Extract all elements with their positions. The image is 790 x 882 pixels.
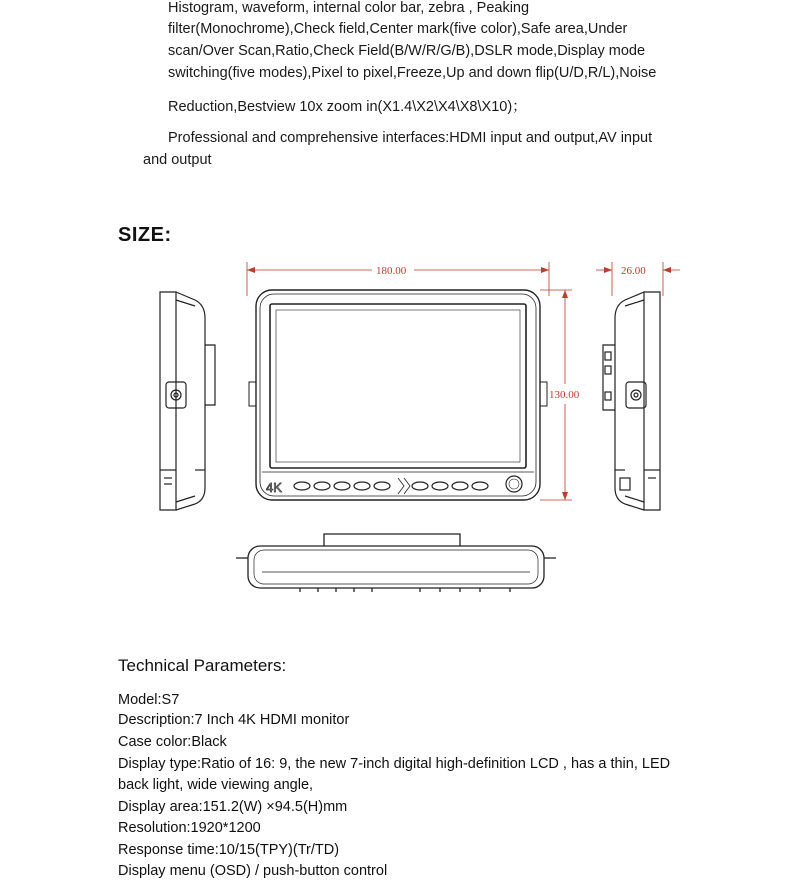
intro-line-7: and output: [143, 152, 212, 168]
depth-dimension: [596, 262, 680, 296]
intro-line-2: filter(Monochrome),Check field,Center mark(five color),Safe area,Under: [168, 21, 628, 37]
depth-label: 26.00: [621, 265, 646, 277]
intro-line-5: Reduction,Bestview 10x zoom in(X1.4\X2\X4\X8\X10)；: [168, 99, 527, 115]
height-dimension: [540, 290, 572, 500]
intro-line-1: Histogram, waveform, internal color bar, zebra , Peaking: [168, 0, 530, 16]
param-display-area: Display area:151.2(W) ×94.5(H)mm: [118, 799, 348, 815]
param-case-color: Case color:Black: [118, 734, 227, 750]
top-view: [236, 534, 556, 592]
param-response-time: Response time:10/15(TPY)(Tr/TD): [118, 842, 340, 858]
width-label: 180.00: [376, 265, 407, 277]
intro-line-3: scan/Over Scan,Ratio,Check Field(B/W/R/G/B),DSLR mode,Display mode: [168, 43, 646, 59]
right-side-view: [603, 292, 660, 510]
left-side-view: [160, 292, 215, 510]
param-description: Description:7 Inch 4K HDMI monitor: [118, 712, 350, 728]
front-view: [249, 290, 547, 500]
intro-line-6: Professional and comprehensive interfaces:HDMI input and output,AV input: [168, 130, 653, 146]
intro-line-4: switching(five modes),Pixel to pixel,Freeze,Up and down flip(U/D,R/L),Noise: [168, 65, 657, 81]
param-resolution: Resolution:1920*1200: [118, 820, 261, 836]
front-buttons: [294, 476, 522, 494]
param-display-type-cont: back light, wide viewing angle,: [118, 777, 314, 793]
param-display-type: Display type:Ratio of 16: 9, the new 7-inch digital high-definition LCD , has a thin, LED: [118, 756, 671, 772]
front-logo: 4K: [266, 480, 282, 495]
size-heading: SIZE:: [118, 224, 172, 246]
width-dimension: [247, 262, 549, 296]
tech-heading: Technical Parameters:: [118, 656, 287, 675]
height-label: 130.00: [549, 389, 580, 401]
param-model: Model:S7: [118, 692, 180, 708]
param-display-menu: Display menu (OSD) / push-button control: [118, 863, 388, 879]
